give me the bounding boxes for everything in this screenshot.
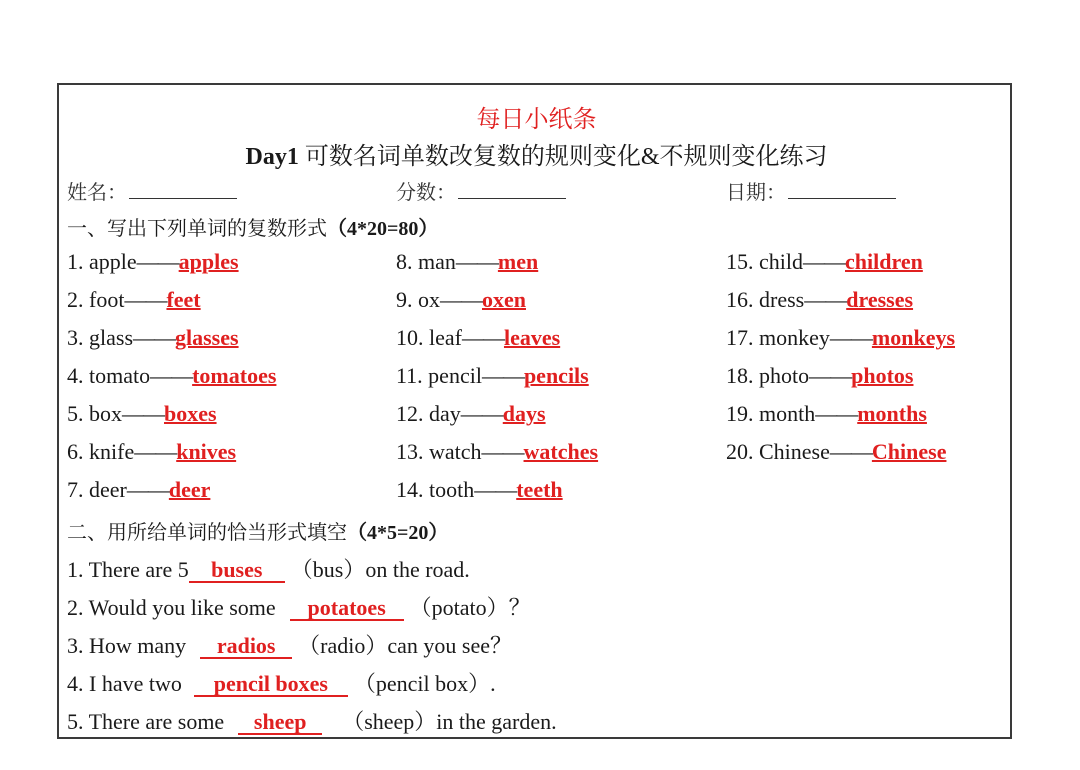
list-item: 5. box——boxes — [67, 401, 217, 426]
list-item: 6. knife——knives — [67, 439, 237, 464]
answer-text: buses — [189, 559, 285, 583]
answer-text: feet — [166, 287, 201, 312]
list-item: 18. photo——photos — [726, 363, 914, 388]
answer-text: Chinese — [871, 439, 947, 464]
name-blank[interactable] — [129, 178, 237, 199]
section2-points: （4*5=20） — [347, 522, 449, 544]
list-item: 13. watch——watches — [396, 439, 599, 464]
answer-text: knives — [176, 439, 237, 464]
answer-text: glasses — [175, 325, 239, 350]
answer-text: sheep — [238, 711, 322, 735]
answer-text: dresses — [846, 287, 914, 312]
answer-text: apples — [178, 249, 239, 274]
list-item: 1. apple——apples — [67, 249, 239, 274]
name-label: 姓名： — [67, 182, 127, 204]
answer-text: boxes — [164, 401, 217, 426]
name-field — [67, 176, 237, 205]
answer-text: oxen — [482, 287, 526, 312]
list-item: 10. leaf——leaves — [396, 325, 561, 350]
answer-text: photos — [851, 363, 914, 388]
answer-text: potatoes — [290, 597, 404, 621]
list-item: 3. glass——glasses — [67, 325, 239, 350]
worksheet-card — [57, 83, 1012, 739]
answer-text: radios — [200, 635, 292, 659]
list-item: 4. tomato——tomatoes — [67, 363, 277, 388]
score-label: 分数： — [396, 182, 456, 204]
section2-heading — [67, 516, 448, 545]
list-item: 12. day——days — [396, 401, 546, 426]
section2-title: 二、用所给单词的恰当形式填空 — [67, 522, 347, 544]
list-item: 2. foot——feet — [67, 287, 201, 312]
list-item: 17. monkey——monkeys — [726, 325, 956, 350]
list-item: 9. ox——oxen — [396, 287, 526, 312]
worksheet-title: 每日小纸条 — [476, 107, 597, 133]
list-item: 16. dress——dresses — [726, 287, 914, 312]
day-label: Day1 — [245, 144, 299, 170]
date-field — [726, 176, 896, 205]
answer-text: teeth — [516, 477, 563, 502]
list-item: 4. I have two pencil boxes （pencil box）. — [67, 671, 496, 696]
worksheet-subtitle — [59, 136, 1014, 171]
answer-text: watches — [523, 439, 599, 464]
list-item: 15. child——children — [726, 249, 923, 274]
answer-text: children — [845, 249, 923, 274]
date-label: 日期： — [726, 182, 786, 204]
subtitle-text: 可数名词单数改复数的规则变化&不规则变化练习 — [298, 144, 828, 170]
answer-text: deer — [168, 477, 211, 502]
answer-text: months — [857, 401, 927, 426]
date-blank[interactable] — [788, 178, 896, 199]
list-item: 7. deer——deer — [67, 477, 211, 502]
list-item: 19. month——months — [726, 401, 927, 426]
list-item: 1. There are 5 buses （bus）on the road. — [67, 557, 470, 582]
answer-text: men — [497, 249, 539, 274]
list-item: 3. How many radios （radio）can you see？ — [67, 633, 512, 658]
list-item: 14. tooth——teeth — [396, 477, 563, 502]
answer-text: leaves — [503, 325, 561, 350]
answer-text: monkeys — [871, 325, 956, 350]
list-item: 5. There are some sheep （sheep）in the garden. — [67, 709, 557, 734]
section1-heading — [67, 212, 438, 241]
score-blank[interactable] — [458, 178, 566, 199]
answer-text: pencils — [523, 363, 589, 388]
section1-points: （4*20=80） — [327, 218, 439, 240]
list-item: 2. Would you like some potatoes （potato）？ — [67, 595, 531, 620]
list-item: 20. Chinese——Chinese — [726, 439, 947, 464]
answer-text: pencil boxes — [194, 673, 348, 697]
list-item: 11. pencil——pencils — [396, 363, 589, 388]
list-item: 8. man——men — [396, 249, 539, 274]
answer-text: tomatoes — [192, 363, 277, 388]
answer-text: days — [502, 401, 546, 426]
section1-title: 一、写出下列单词的复数形式 — [67, 218, 327, 240]
score-field — [396, 176, 566, 205]
